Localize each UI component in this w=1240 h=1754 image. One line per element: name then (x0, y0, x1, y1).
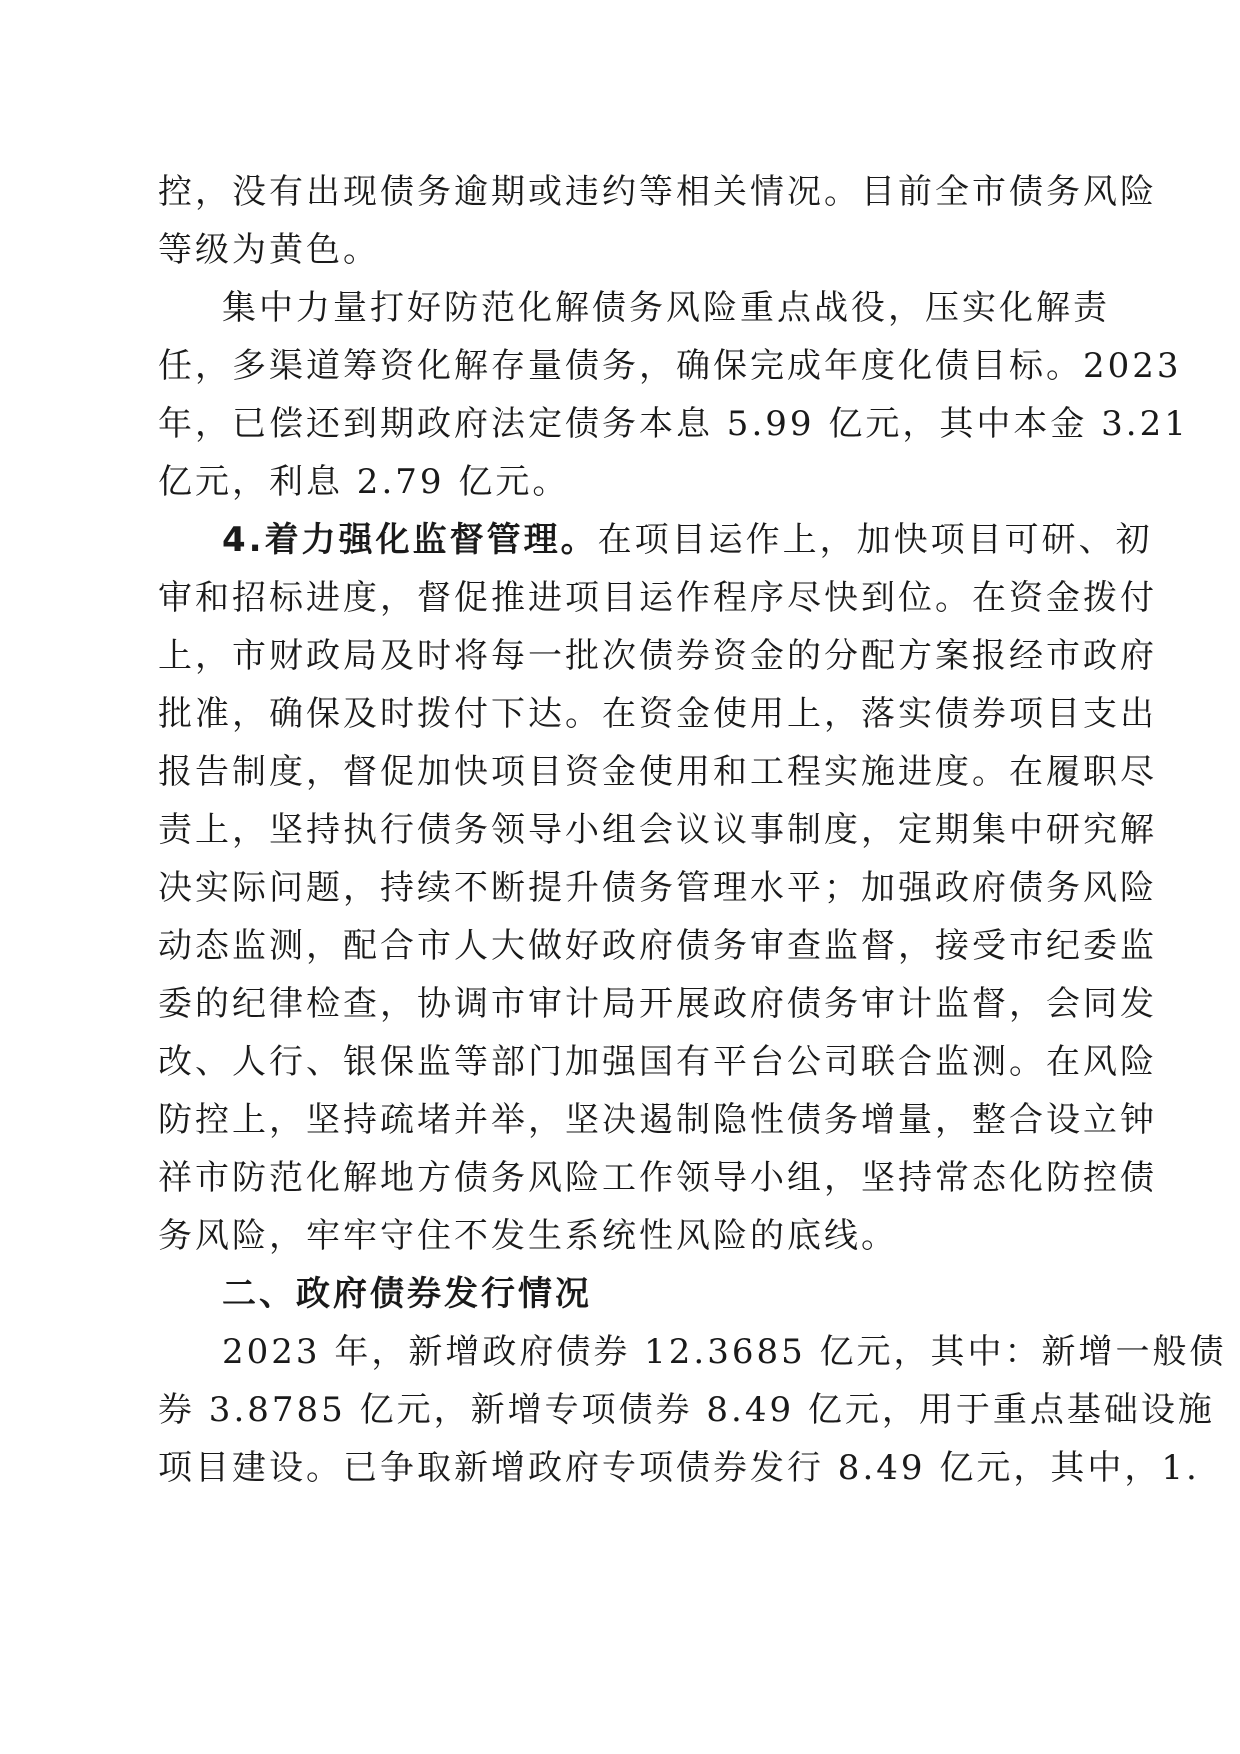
bold-lead-text: 4.着力强化监督管理。 (222, 520, 598, 560)
body-line: 动态监测，配合市人大做好政府债务审查监督，接受市纪委监 (158, 926, 1157, 966)
body-line: 控，没有出现债务逾期或违约等相关情况。目前全市债务风险 (158, 172, 1157, 212)
body-line: 等级为黄色。 (158, 230, 380, 270)
body-line: 决实际问题，持续不断提升债务管理水平；加强政府债务风险 (158, 868, 1157, 908)
body-line: 务风险，牢牢守住不发生系统性风险的底线。 (158, 1216, 898, 1256)
body-line: 项目建设。已争取新增政府专项债券发行 8.49 亿元，其中，1. (158, 1448, 1200, 1488)
body-line: 委的纪律检查，协调市审计局开展政府债务审计监督，会同发 (158, 984, 1157, 1024)
body-line: 改、人行、银保监等部门加强国有平台公司联合监测。在风险 (158, 1042, 1157, 1082)
body-line: 亿元，利息 2.79 亿元。 (158, 462, 570, 502)
section-heading: 二、政府债券发行情况 (222, 1274, 592, 1314)
body-line: 报告制度，督促加快项目资金使用和工程实施进度。在履职尽 (158, 752, 1157, 792)
body-line: 防控上，坚持疏堵并举，坚决遏制隐性债务增量，整合设立钟 (158, 1100, 1157, 1140)
body-line: 上，市财政局及时将每一批次债券资金的分配方案报经市政府 (158, 636, 1157, 676)
body-line: 批准，确保及时拨付下达。在资金使用上，落实债券项目支出 (158, 694, 1157, 734)
body-line (222, 510, 1153, 570)
body-line: 祥市防范化解地方债务风险工作领导小组，坚持常态化防控债 (158, 1158, 1157, 1198)
body-line: 审和招标进度，督促推进项目运作程序尽快到位。在资金拨付 (158, 578, 1157, 618)
body-text: 在项目运作上，加快项目可研、初 (597, 520, 1153, 560)
body-line: 集中力量打好防范化解债务风险重点战役，压实化解责 (222, 288, 1110, 328)
body-line: 年，已偿还到期政府法定债务本息 5.99 亿元，其中本金 3.21 (158, 404, 1189, 444)
body-line: 券 3.8785 亿元，新增专项债券 8.49 亿元，用于重点基础设施 (158, 1390, 1215, 1430)
body-line: 责上，坚持执行债务领导小组会议议事制度，定期集中研究解 (158, 810, 1157, 850)
body-line: 2023 年，新增政府债券 12.3685 亿元，其中：新增一般债 (222, 1332, 1227, 1372)
body-line: 任，多渠道筹资化解存量债务，确保完成年度化债目标。2023 (158, 346, 1182, 386)
